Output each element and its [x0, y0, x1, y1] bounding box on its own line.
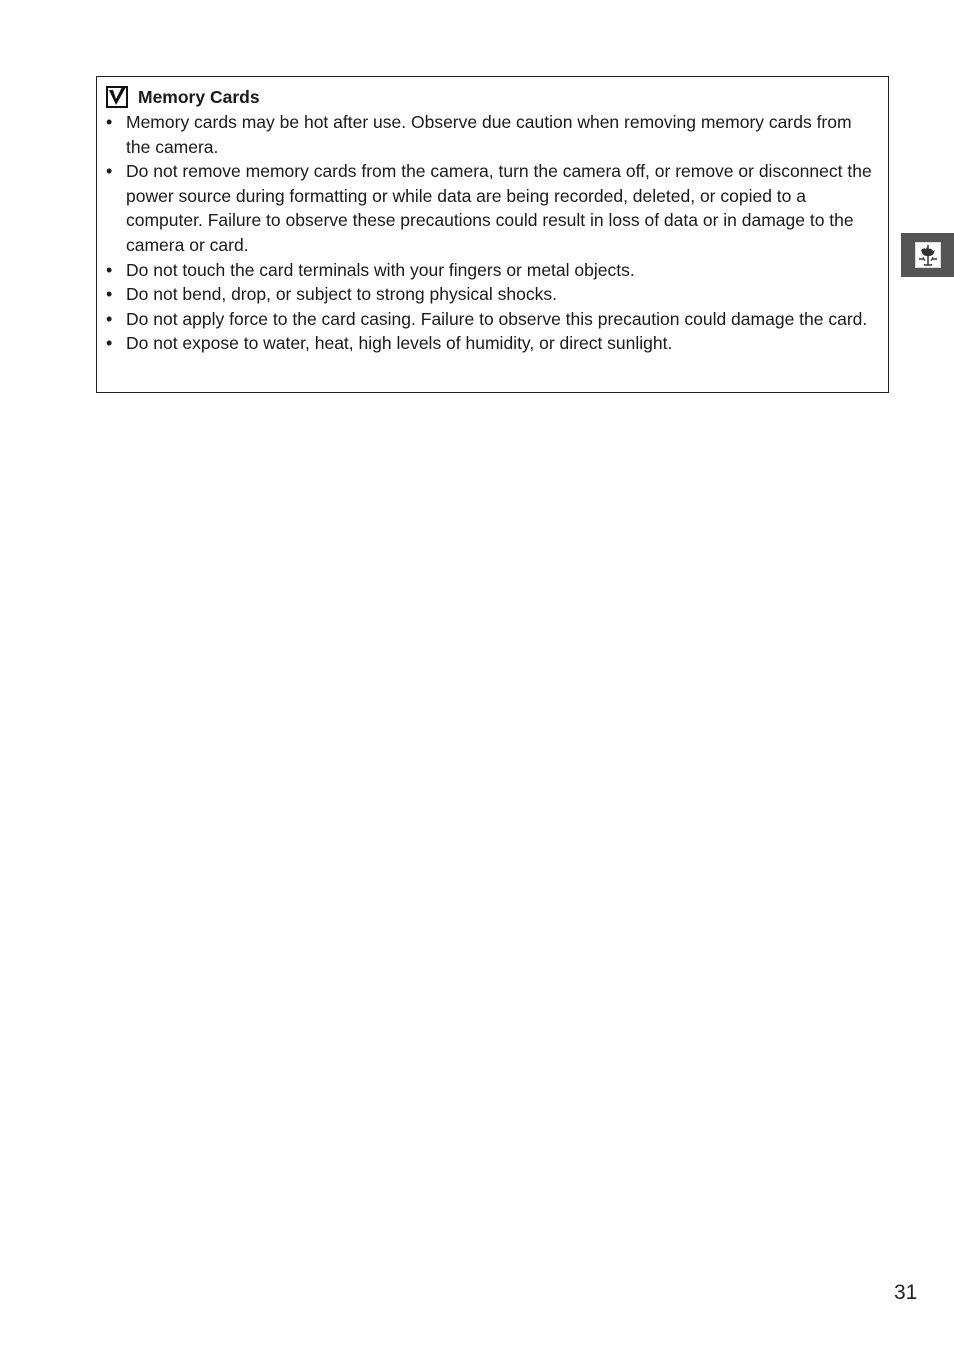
list-item: • Do not apply force to the card casing. Failure to observe this precaution could damage the card.: [106, 307, 876, 332]
list-item: • Do not bend, drop, or subject to strong physical shocks.: [106, 282, 876, 307]
weathervane-icon: [915, 242, 941, 268]
notice-list: [106, 110, 876, 356]
page-number: 31: [894, 1281, 918, 1304]
list-item: • Do not remove memory cards from the camera, turn the camera off, or remove or disconnect the power source during formatting or while data are being recorded, deleted, or copied to a computer. Failure to observe these precautions could result in loss of data or in damage to the camera or card.: [106, 159, 876, 257]
notice-header: [106, 85, 876, 109]
notice-title: Memory Cards: [138, 86, 260, 107]
list-item: • Do not touch the card terminals with your fingers or metal objects.: [106, 258, 876, 283]
list-item: • Do not expose to water, heat, high levels of humidity, or direct sunlight.: [106, 331, 876, 356]
section-tab[interactable]: [901, 233, 954, 277]
caution-check-icon: [106, 86, 128, 108]
list-item: • Memory cards may be hot after use. Observe due caution when removing memory cards from the camera.: [106, 110, 876, 159]
memory-cards-notice: [96, 76, 889, 393]
